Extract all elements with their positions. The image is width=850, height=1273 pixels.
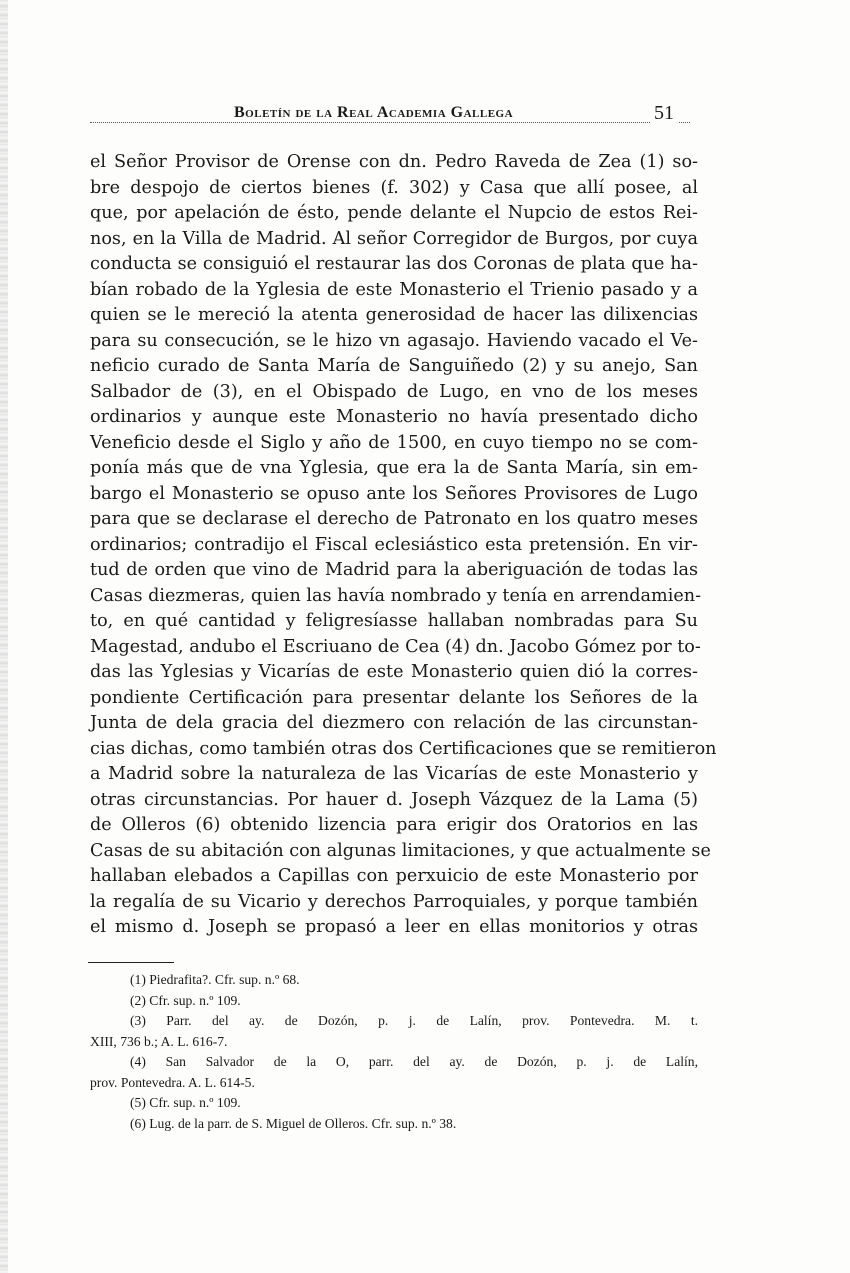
body-line: Veneficio desde el Siglo y año de 1500, en cuyo tiempo no se com- (90, 432, 698, 453)
body-line: ordinarios y aunque este Monasterio no havía presentado dicho (90, 407, 698, 427)
footnote-2: (2) Cfr. sup. n.º 109. (130, 992, 241, 1008)
body-line: de Olleros (6) obtenido lizencia para erigir dos Oratorios en las (90, 815, 698, 835)
footnote-1: (1) Piedrafita?. Cfr. sup. n.º 68. (130, 972, 300, 987)
body-line: Magestad, andubo el Escriuano de Cea (4) dn. Jacobo Gómez por to- (90, 636, 701, 657)
body-line: neficio curado de Santa María de Sanguiñedo (2) y su anejo, San (90, 356, 698, 376)
footnote-4: (4) San Salvador de la O, parr. del ay. de Dozón, p. j. de Lalín, (130, 1054, 698, 1069)
body-text (90, 150, 717, 941)
body-line: nos, en la Villa de Madrid. Al señor Corregidor de Burgos, por cuya (90, 228, 698, 249)
body-line: hallaban elebados a Capillas con perxuicio de este Monasterio por (90, 866, 698, 886)
body-line: quien se le mereció la atenta generosidad de hacer las dilixencias (90, 305, 698, 325)
body-line: el Señor Provisor de Orense con dn. Pedro Raveda de Zea (1) so- (90, 152, 698, 172)
footnote-6: (6) Lug. de la parr. de S. Miguel de Olleros. Cfr. sup. n.º 38. (130, 1115, 457, 1131)
body-line: bre despojo de ciertos bienes (f. 302) y Casa que allí posee, al (90, 177, 698, 198)
body-line: Salbador de (3), en el Obispado de Lugo, en vno de los meses (90, 381, 698, 402)
body-line: ponía más que de vna Yglesia, que era la de Santa María, sin em- (90, 458, 698, 478)
page-binding-edge (0, 0, 8, 1273)
page-number: 51 (650, 102, 678, 125)
footnote-5: (5) Cfr. sup. n.º 109. (130, 1095, 241, 1110)
body-line: para que se declarase el derecho de Patronato en los quatro meses (90, 509, 698, 529)
header-dotted-rule (90, 122, 690, 123)
body-line: Casas de su abitación con algunas limitaciones, y que actualmente se (90, 840, 711, 861)
journal-title: Boletín de la Real Academia Gallega (228, 104, 519, 122)
running-header (90, 100, 700, 130)
body-line: ordinarios; contradijo el Fiscal eclesiástico esta pretensión. En vir- (90, 534, 698, 555)
body-line: bían robado de la Yglesia de este Monasterio el Trienio pasado y a (90, 279, 698, 300)
body-line: tud de orden que vino de Madrid para la aberiguación de todas las (90, 560, 698, 580)
footnote-3: (3) Parr. del ay. de Dozón, p. j. de Lalín, prov. Pontevedra. M. t. (130, 1013, 698, 1028)
body-line: bargo el Monasterio se opuso ante los Señores Provisores de Lugo (90, 483, 698, 504)
footnote-separator (88, 962, 174, 963)
body-line: el mismo d. Joseph se propasó a leer en ellas monitorios y otras (90, 917, 698, 937)
body-line: Casas diezmeras, quien las havía nombrado y tenía en arrendamien- (90, 585, 702, 606)
footnotes (90, 970, 698, 1134)
footnote-4-continued: prov. Pontevedra. A. L. 614-5. (90, 1074, 255, 1090)
body-line: para su consecución, se le hizo vn agasajo. Haviendo vacado el Ve- (90, 330, 698, 351)
body-line: Junta de dela gracia del diezmero con relación de las circunstan- (90, 713, 698, 733)
body-line: conducta se consiguió el restaurar las dos Coronas de plata que ha- (90, 254, 698, 274)
body-line: cias dichas, como también otras dos Certificaciones que se remitieron (90, 738, 717, 759)
body-line: to, en qué cantidad y feligresíasse hallaban nombradas para Su (90, 611, 698, 631)
body-line: das las Yglesias y Vicarías de este Monasterio quien dió la corres- (90, 662, 698, 682)
body-line: que, por apelación de ésto, pende delante el Nupcio de estos Rei- (90, 203, 698, 223)
body-line: pondiente Certificación para presentar delante los Señores de la (90, 687, 698, 708)
body-line: la regalía de su Vicario y derechos Parroquiales, y porque también (90, 891, 698, 912)
body-line: otras circunstancias. Por hauer d. Joseph Vázquez de la Lama (5) (90, 789, 698, 810)
body-line: a Madrid sobre la naturaleza de las Vicarías de este Monasterio y (90, 764, 698, 784)
footnote-3-continued: XIII, 736 b.; A. L. 616-7. (90, 1033, 228, 1049)
